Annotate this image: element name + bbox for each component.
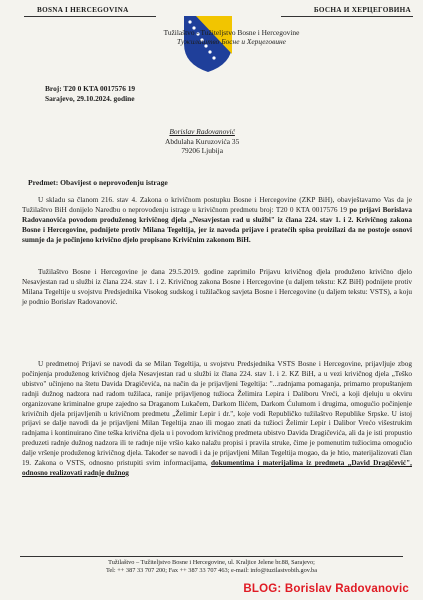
header-rule-left [24, 16, 156, 17]
paragraph-2 [22, 268, 412, 308]
header-right-title: БОСНА И ХЕРЦЕГОВИНА [313, 6, 411, 14]
footer-rule [20, 556, 403, 557]
case-number: Broj: T20 0 KTA 0017576 19 [45, 84, 136, 93]
recipient-city: 79206 Ljubija [181, 146, 223, 156]
recipient-name: Borislav Radovanović [169, 127, 235, 136]
office-name-block [0, 28, 423, 46]
paragraph-2-text: Tužilaštvo Bosne i Hercegovine je dana 29.5.2019. godine zaprimilo Prijavu krivičnog djela produženo krivično djelo Nesavjestan rad u službi iz člana 224. stav 1. i 2. Krivičnog zakona Bosne i Hercegovine (u daljem tekstu: KZ BiH) podnijete protiv Milana Tegeltije u svojstvu Predsjednika Visokog sudskog i tužilačkog savjeta Bosne i Hercegovine (u daljem tekstu: VSTS), a koju je podnio Borislav Radovanović. [22, 268, 412, 306]
header-rule-right [281, 16, 413, 17]
paragraph-3 [22, 360, 412, 479]
paragraph-1 [22, 196, 412, 246]
header-left-title: BOSNA I HERCEGOVINA [37, 6, 129, 14]
place-date: Sarajevo, 29.10.2024. godine [45, 94, 135, 103]
blog-watermark: BLOG: Borislav Radovanovic [243, 583, 409, 595]
recipient-block [165, 127, 239, 156]
paragraph-1-text: U skladu sa članom 216. stav 4. Zakona o krivičnom postupku Bosne i Hercegovine (ZKP BiH), obavještavamo Vas da je Tužilaštvo BiH donijelo Naredbu o neprovođenju istrage u krivičnom predmetu broj: T20 0 KTA 0017576 19 [22, 196, 412, 214]
paragraph-1-bold: po prijavi Borislava Radovanovića povodom produženog krivičnog djela „Nesavjestan rad u službi" iz člana 224. stav 1. i 2. Krivičnog zakona Bosne i Hercegovine, podnijete protiv Milana Tegeltija, jer iz navoda prijave i pratećih spisa proizilazi da ne postoje osnovi sumnje da je počinjeno krivično djelo propisano Krivičnim zakonom BiH. [22, 205, 412, 244]
paragraph-3-underlined: dokumentima i materijalima iz predmeta „David Dragičević", odnosno realizovati radnje dužnog [22, 459, 412, 477]
document-meta [45, 84, 135, 104]
footer-contact: Tel: ++ 387 33 707 200; Fax ++ 387 33 707 463; e-mail: info@tuzilastvobih.gov.ba [105, 567, 317, 574]
paragraph-3-text: U predmetnoj Prijavi se navodi da se Milan Tegeltija, u svojstvu Predsjednika VSTS Bosne i Hercegovine, prijavljuje zbog počinjenja produženog krivičnog djela Nesavjestan rad u službi iz člana 224. stav 1. i 2. KZ BiH, a u vezi krivičnog djela „Teško ubistvo" učinjeno na štetu Davida Dragičevića, na način da je prijavljeni Tegeltija: "...radnjama pomaganja, primarno propuštanjem radnji dužnog nadzora nad radom tužilaca, ranije prijavljenog tužioca Želimira Lepira i Daliboru Vreći, a koji djeluju u okviru organizovane kriminalne grupe zajedno sa Draganom Lukačem, Darkom Ilićem, Darkom Ćulumom i drugima, omogućio počinjenje krivičnih djela prijavljenih u krivičnom predmetu „Želimir Lepir i dr.", koje vodi Republičko tužilaštvo Republike Srpske. U istoj prijavi se dalje navodi da je prijavljeni Milan Tegeltija znao ili mogao znati da tužioci Želimir Lepir i Dalibor Vrećo višestrukim radnjama i kontinuirano čine teška krivična djela u i povodom krivičnog predmeta ubistvo Davida Dragičevića, ali da je isti propustio preduzeti radnje dužnog nadzora ili te radnje nije vršio kako nalažu propisi i pravila struke, čime je pomenutim tužiocima omogućio dalje vršenje produženog krivičnog djela. Također se navodi i da je prijavljeni Milan Tegeltija mogao, da je htio, materijalizovati član 19. Zakona o VSTS, odnosno pristupiti svim informacijama, [22, 360, 412, 468]
office-name-cyrillic: Тужилаштво Босне и Херцеговине [177, 37, 286, 47]
footer-address: Tužilaštvo – Tužiteljstvo Bosne i Hercegovine, ul. Kraljice Jelene br.88, Sarajevo; [108, 559, 315, 566]
recipient-street: Abdulaha Kuruzovića 35 [165, 136, 240, 146]
subject-line: Predmet: Obavijest o neprovođenju istrage [28, 178, 168, 187]
footer [0, 559, 423, 575]
office-name-latin: Tužilaštvo - Tužiteljstvo Bosne i Hercegovine [163, 28, 300, 37]
